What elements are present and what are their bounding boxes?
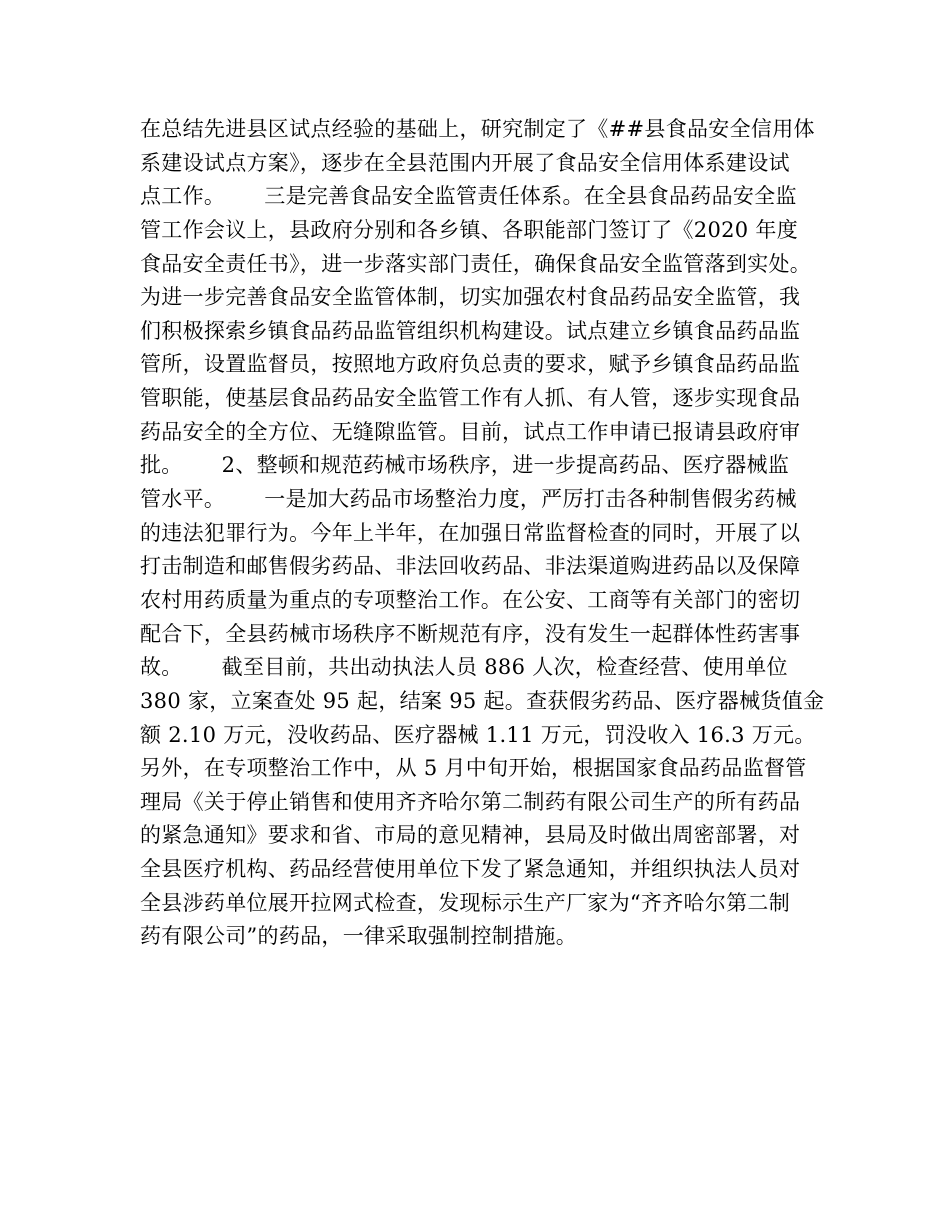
text-line: 药有限公司”的药品，一律采取强制控制措施。 xyxy=(140,924,578,949)
text-line: 全县涉药单位展开拉网式检查，发现标示生产厂家为“齐齐哈尔第二制 xyxy=(140,890,791,915)
text-line: 的违法犯罪行为。今年上半年，在加强日常监督检查的同时，开展了以 xyxy=(140,520,801,545)
text-line: 管所，设置监督员，按照地方政府负总责的要求，赋予乡镇食品药品监 xyxy=(140,352,801,377)
text-line: 380 家，立案查处 95 起，结案 95 起。查获假劣药品、医疗器械货值金 xyxy=(140,688,825,713)
text-line: 管工作会议上，县政府分别和各乡镇、各职能部门签订了《2020 年度 xyxy=(140,217,799,242)
text-line: 点工作。 三是完善食品安全监管责任体系。在全县食品药品安全监 xyxy=(140,184,797,209)
body-text xyxy=(140,113,825,954)
text-line: 系建设试点方案》，逐步在全县范围内开展了食品安全信用体系建设试 xyxy=(140,150,790,175)
text-line: 农村用药质量为重点的专项整治工作。在公安、工商等有关部门的密切 xyxy=(140,587,801,612)
text-line: 管职能，使基层食品药品安全监管工作有人抓、有人管，逐步实现食品 xyxy=(140,386,801,411)
text-line: 们积极探索乡镇食品药品监管组织机构建设。试点建立乡镇食品药品监 xyxy=(140,318,801,343)
text-line: 批。 2、整顿和规范药械市场秩序，进一步提高药品、医疗器械监 xyxy=(140,453,790,478)
text-line: 额 2.10 万元，没收药品、医疗器械 1.11 万元，罚没收入 16.3 万元。 xyxy=(140,722,816,747)
text-line: 药品安全的全方位、无缝隙监管。目前，试点工作申请已报请县政府审 xyxy=(140,419,801,444)
text-line: 管水平。 一是加大药品市场整治力度，严厉打击各种制售假劣药械 xyxy=(140,487,797,512)
text-line: 理局《关于停止销售和使用齐齐哈尔第二制药有限公司生产的所有药品 xyxy=(140,789,801,814)
text-line: 故。 截至目前，共出动执法人员 886 人次，检查经营、使用单位 xyxy=(140,655,788,680)
text-line: 全县医疗机构、药品经营使用单位下发了紧急通知，并组织执法人员对 xyxy=(140,857,801,882)
text-line: 在总结先进县区试点经验的基础上，研究制定了《##县食品安全信用体 xyxy=(140,117,815,141)
text-line: 打击制造和邮售假劣药品、非法回收药品、非法渠道购进药品以及保障 xyxy=(140,554,801,579)
text-line: 的紧急通知》要求和省、市局的意见精神，县局及时做出周密部署，对 xyxy=(140,823,801,848)
text-line: 食品安全责任书》，进一步落实部门责任，确保食品安全监管落到实处。 xyxy=(140,251,812,276)
text-line: 为进一步完善食品安全监管体制，切实加强农村食品药品安全监管，我 xyxy=(140,285,801,310)
text-line: 配合下，全县药械市场秩序不断规范有序，没有发生一起群体性药害事 xyxy=(140,621,801,646)
text-line: 另外，在专项整治工作中，从 5 月中旬开始，根据国家食品药品监督管 xyxy=(140,756,807,781)
